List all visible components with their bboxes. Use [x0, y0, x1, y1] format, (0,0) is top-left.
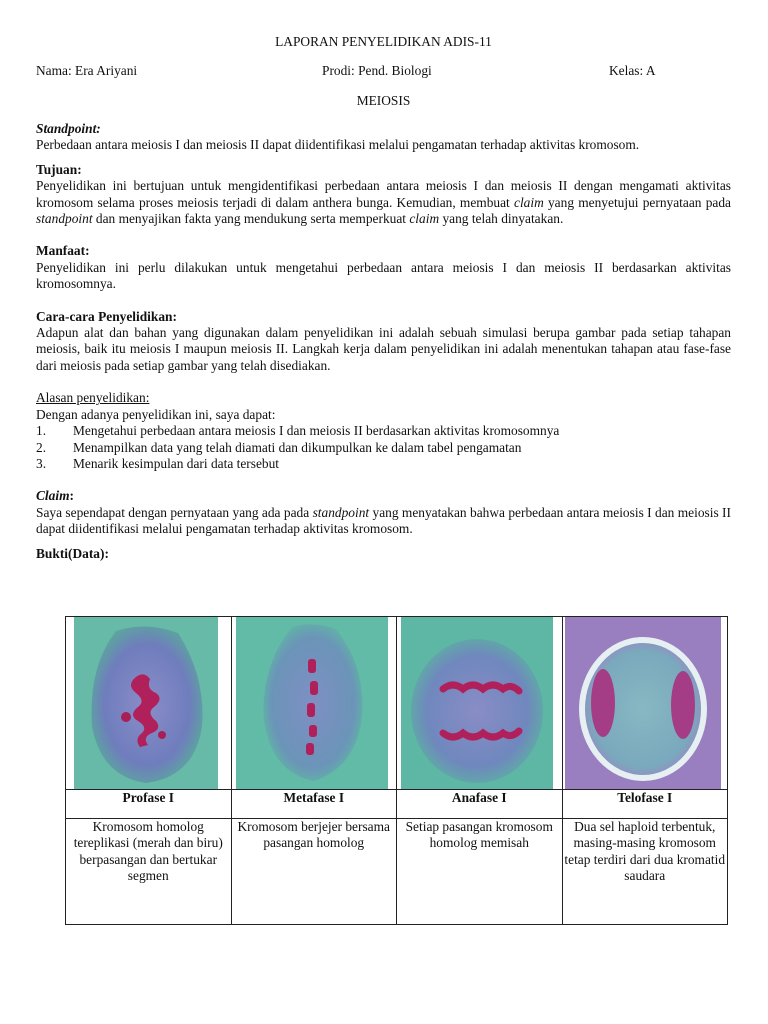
study-program: Prodi: Pend. Biologi: [322, 63, 432, 78]
alasan-intro: Dengan adanya penyelidikan ini, saya dapat:: [36, 406, 276, 422]
phase-label: Anafase I: [397, 790, 563, 819]
cara-heading: Cara-cara Penyelidikan:: [36, 308, 177, 324]
class-label: Kelas: A: [609, 63, 656, 78]
phase-label: Profase I: [66, 790, 232, 819]
standpoint-heading: Standpoint:: [36, 121, 101, 136]
bukti-heading: Bukti(Data):: [36, 545, 109, 561]
manfaat-text: Penyelidikan ini perlu dilakukan untuk mengetahui perbedaan antara meiosis I dan meiosis II berdasarkan aktivitas kromosomnya.: [36, 259, 731, 292]
evidence-table: [65, 616, 728, 925]
report-title: LAPORAN PENYELIDIKAN ADIS-11: [275, 34, 492, 49]
student-info: [36, 63, 731, 81]
table-row: [66, 819, 728, 925]
anafase-micrograph-icon: [397, 617, 562, 789]
list-item: 1. Mengetahui perbedaan antara meiosis I dan meiosis II berdasarkan aktivitas kromosomnya: [36, 423, 560, 439]
standpoint-text: Perbedaan antara meiosis I dan meiosis II dapat diidentifikasi melalui pengamatan terhadap aktivitas kromosom.: [36, 137, 640, 153]
alasan-list: [36, 423, 731, 472]
list-item: 2. Menampilkan data yang telah diamati dan dikumpulkan ke dalam tabel pengamatan: [36, 439, 522, 455]
list-item: 3. Menarik kesimpulan dari data tersebut: [36, 455, 279, 471]
tujuan-text: Penyelidikan ini bertujuan untuk mengidentifikasi perbedaan antara meiosis I dan meiosis II dengan mengamati aktivitas kromosom selama proses meiosis terjadi di dalam anthera bunga. Kemudian, membuat claim yang menyetujui pernyataan pada standpoint dan menyajikan fakta yang mendukung serta memperkuat claim yang telah dinyatakan.: [36, 178, 731, 227]
tujuan-heading: Tujuan:: [36, 161, 82, 177]
phase-label: Telofase I: [562, 790, 728, 819]
phase-description: Dua sel haploid terbentuk, masing-masing kromosom tetap terdiri dari dua kromatid saudara: [562, 819, 728, 925]
table-cell: [562, 617, 728, 790]
table-row: [66, 617, 728, 790]
table-cell: [397, 617, 563, 790]
table-cell: [231, 617, 397, 790]
claim-heading: Claim:: [36, 488, 74, 504]
report-body: [36, 121, 731, 562]
cara-text: Adapun alat dan bahan yang digunakan dalam penyelidikan ini adalah sebuah simulasi berupa gambar pada setiap tahapan meiosis, baik itu meiosis I maupun meiosis II. Langkah kerja dalam penyelidikan ini adalah menentukan tahapan atau fase-fase dari meiosis pada setiap gambar yang telah disediakan.: [36, 325, 731, 373]
phase-description: Kromosom berjejer bersama pasangan homolog: [231, 819, 397, 925]
student-name: Nama: Era Ariyani: [36, 63, 138, 78]
topic-title: MEIOSIS: [356, 93, 411, 108]
table-cell: [66, 617, 232, 790]
phase-label: Metafase I: [231, 790, 397, 819]
manfaat-heading: Manfaat:: [36, 243, 90, 259]
claim-text: Saya sependapat dengan pernyataan yang ada pada standpoint yang menyatakan bahwa perbedaan antara meiosis I dan meiosis II dapat diidentifikasi melalui pengamatan terhadap aktivitas kromosom.: [36, 504, 731, 537]
table-row: [66, 790, 728, 819]
telofase-micrograph-icon: [563, 617, 728, 789]
phase-description: Kromosom homolog tereplikasi (merah dan biru) berpasangan dan bertukar segmen: [66, 819, 232, 925]
alasan-heading: Alasan penyelidikan:: [36, 390, 150, 406]
profase-micrograph-icon: [66, 617, 231, 789]
phase-description: Setiap pasangan kromosom homolog memisah: [397, 819, 563, 925]
metafase-micrograph-icon: [232, 617, 397, 789]
